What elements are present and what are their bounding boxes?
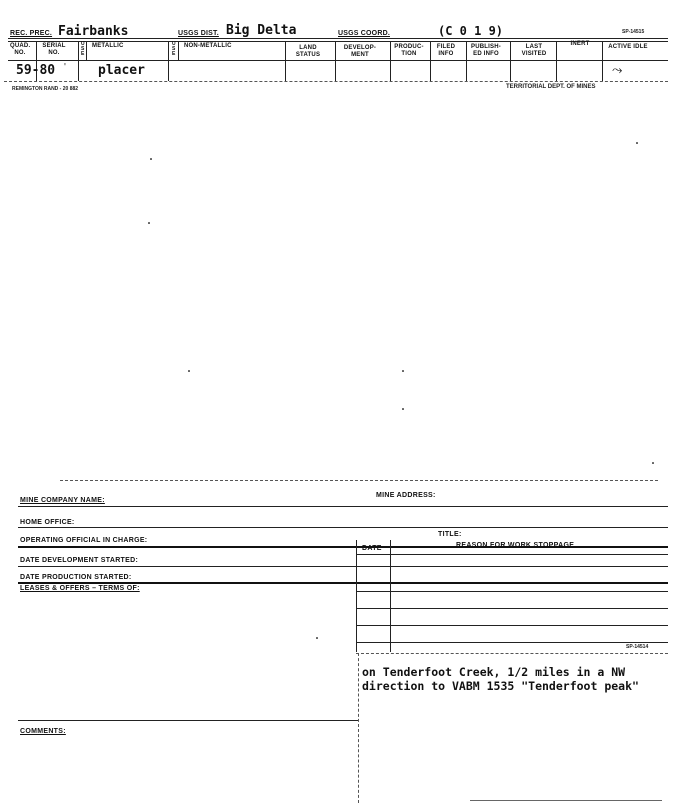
stoppage-row <box>356 642 668 643</box>
leases-offers-label: LEASES & OFFERS – TERMS OF: <box>20 585 140 592</box>
row-line <box>18 582 668 584</box>
form-code: SP-14515 <box>622 29 645 35</box>
col-development: DEVELOP-MENT <box>343 45 377 58</box>
speck <box>402 370 404 372</box>
col-active-idle: ACTIVE IDLE <box>608 44 648 50</box>
stoppage-reason-header: REASON FOR WORK STOPPAGE <box>456 542 575 549</box>
col-inert: INERT <box>570 41 590 47</box>
typed-note-line-2: direction to VABM 1535 "Tenderfoot peak" <box>362 679 639 693</box>
col-use-2: USE <box>172 41 176 57</box>
usgs-dist-value: Big Delta <box>226 23 297 38</box>
col-filed-info: FILED INFO <box>436 44 456 57</box>
stoppage-col-divider <box>356 540 357 652</box>
stoppage-row <box>356 608 668 609</box>
rec-prec-value: Fairbanks <box>58 24 129 39</box>
record-quad-no: 59-80 <box>16 63 56 78</box>
note-left-edge <box>358 653 359 803</box>
speck <box>188 370 190 372</box>
date-production-started-label: DATE PRODUCTION STARTED: <box>20 574 132 581</box>
col-quad-no: QUAD. NO. <box>10 43 31 56</box>
form-code-2: SP-14514 <box>626 644 649 650</box>
col-divider <box>168 41 169 81</box>
stoppage-date-header: DATE <box>362 545 382 552</box>
row-line <box>18 566 668 567</box>
footer-left: REMINGTON RAND - 20 882 <box>12 86 79 92</box>
lower-form <box>0 470 678 809</box>
speck <box>148 222 150 224</box>
col-divider <box>178 41 179 60</box>
col-published-info: PUBLISH-ED INFO <box>471 44 501 57</box>
usgs-coord-value: (C 0 1 9) <box>438 24 504 38</box>
col-serial-no: SERIAL NO. <box>42 43 66 56</box>
row-line <box>18 527 668 528</box>
col-divider <box>556 41 557 81</box>
col-divider <box>510 41 511 81</box>
col-land-status: LAND STATUS <box>295 45 321 58</box>
date-development-started-label: DATE DEVELOPMENT STARTED: <box>20 557 139 564</box>
stoppage-header-rule <box>356 554 668 555</box>
col-metallic: METALLIC <box>92 43 124 49</box>
col-use-1: USE <box>81 41 85 57</box>
usgs-coord-label: USGS COORD. <box>338 30 390 37</box>
mine-company-name-label: MINE COMPANY NAME: <box>20 497 105 504</box>
col-divider <box>86 41 87 60</box>
speck <box>652 462 654 464</box>
stoppage-col-divider <box>390 540 391 652</box>
row-line <box>18 506 668 507</box>
col-production: PRODUC-TION <box>394 44 424 57</box>
title-label: TITLE: <box>438 531 462 538</box>
column-header-rule <box>8 60 668 61</box>
stoppage-row <box>356 625 668 626</box>
header-underline <box>8 38 668 39</box>
typed-note-line-1: on Tenderfoot Creek, 1/2 miles in a NW <box>362 665 626 679</box>
tick-mark: ' <box>64 62 66 73</box>
comments-label: COMMENTS: <box>20 728 66 735</box>
col-non-metallic: NON-METALLIC <box>184 43 232 49</box>
col-divider <box>78 41 79 81</box>
speck <box>402 408 404 410</box>
col-divider <box>285 41 286 81</box>
col-divider <box>430 41 431 81</box>
speck <box>150 158 152 160</box>
home-office-label: HOME OFFICE: <box>20 519 75 526</box>
footer-right: TERRITORIAL DEPT. OF MINES <box>506 84 596 90</box>
col-divider <box>466 41 467 81</box>
note-top-rule <box>356 653 668 654</box>
operating-official-label: OPERATING OFFICIAL IN CHARGE: <box>20 537 148 544</box>
card-header <box>0 0 678 100</box>
rec-prec-label: REC. PREC. <box>10 30 53 37</box>
stoppage-row <box>356 591 668 592</box>
bottom-edge <box>470 800 662 801</box>
col-divider <box>335 41 336 81</box>
col-last-visited: LAST VISITED <box>521 44 547 57</box>
comments-top-rule <box>18 720 358 721</box>
card-row-bottom <box>4 81 668 82</box>
mine-address-label: MINE ADDRESS: <box>376 492 436 499</box>
speck <box>636 142 638 144</box>
form-top-edge <box>60 480 658 481</box>
active-idle-mark: ⤳ <box>612 62 623 77</box>
usgs-dist-label: USGS DIST. <box>178 30 219 37</box>
col-divider <box>390 41 391 81</box>
record-metallic: placer <box>98 63 145 78</box>
col-divider <box>602 41 603 81</box>
